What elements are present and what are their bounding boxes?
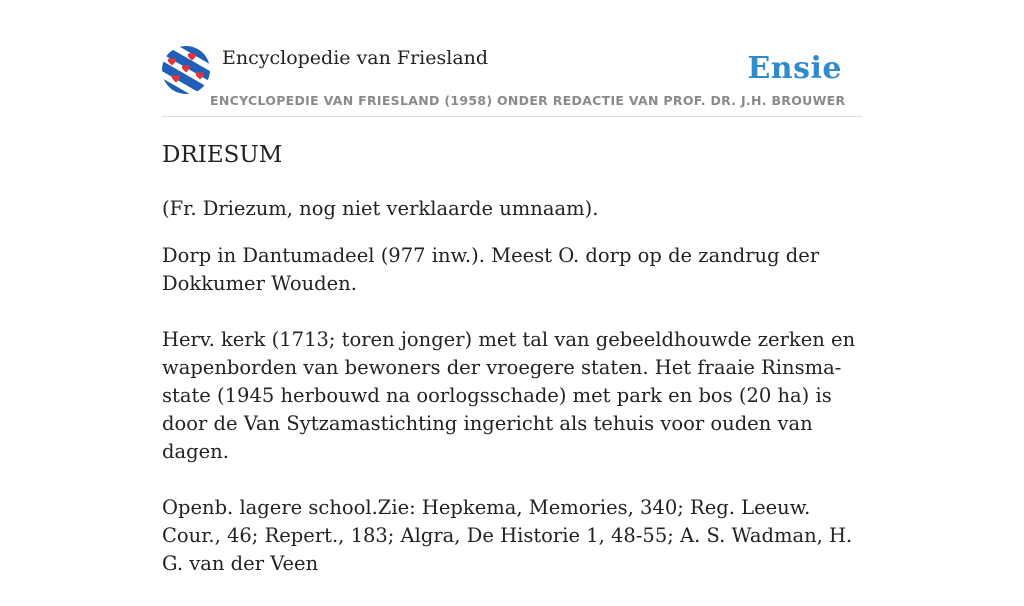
article <box>162 138 862 606</box>
article-paragraph: Openb. lagere school.Zie: Hepkema, Memories, 340; Reg. Leeuw. Cour., 46; Repert., 183; Algra, De Historie 1, 48-55; A. S. Wadman, H. G. van der Veen <box>162 496 853 575</box>
article-title: DRIESUM <box>162 142 283 168</box>
site-header <box>162 46 862 117</box>
etymology-text: (Fr. Driezum, nog niet verklaarde umnaam). <box>162 197 599 220</box>
site-title[interactable]: Encyclopedie van Friesland <box>222 47 489 69</box>
article-paragraph: Dorp in Dantumadeel (977 inw.). Meest O. dorp op de zandrug der Dokkumer Wouden. <box>162 244 820 295</box>
encyclopedia-subtitle: ENCYCLOPEDIE VAN FRIESLAND (1958) ONDER REDACTIE VAN PROF. DR. J.H. BROUWER <box>210 93 846 108</box>
friesland-flag-icon[interactable] <box>162 46 210 94</box>
article-paragraph: Herv. kerk (1713; toren jonger) met tal van gebeeldhouwde zerken en wapenborden van bewoners der vroegere staten. Het fraaie Rinsma-state (1945 herbouwd na oorlogsschade) met park en bos (20 ha) is door de Van Sytzamastichting ingericht als tehuis voor ouden van dagen. <box>162 328 856 463</box>
ensie-logo[interactable]: Ensie <box>747 51 842 86</box>
